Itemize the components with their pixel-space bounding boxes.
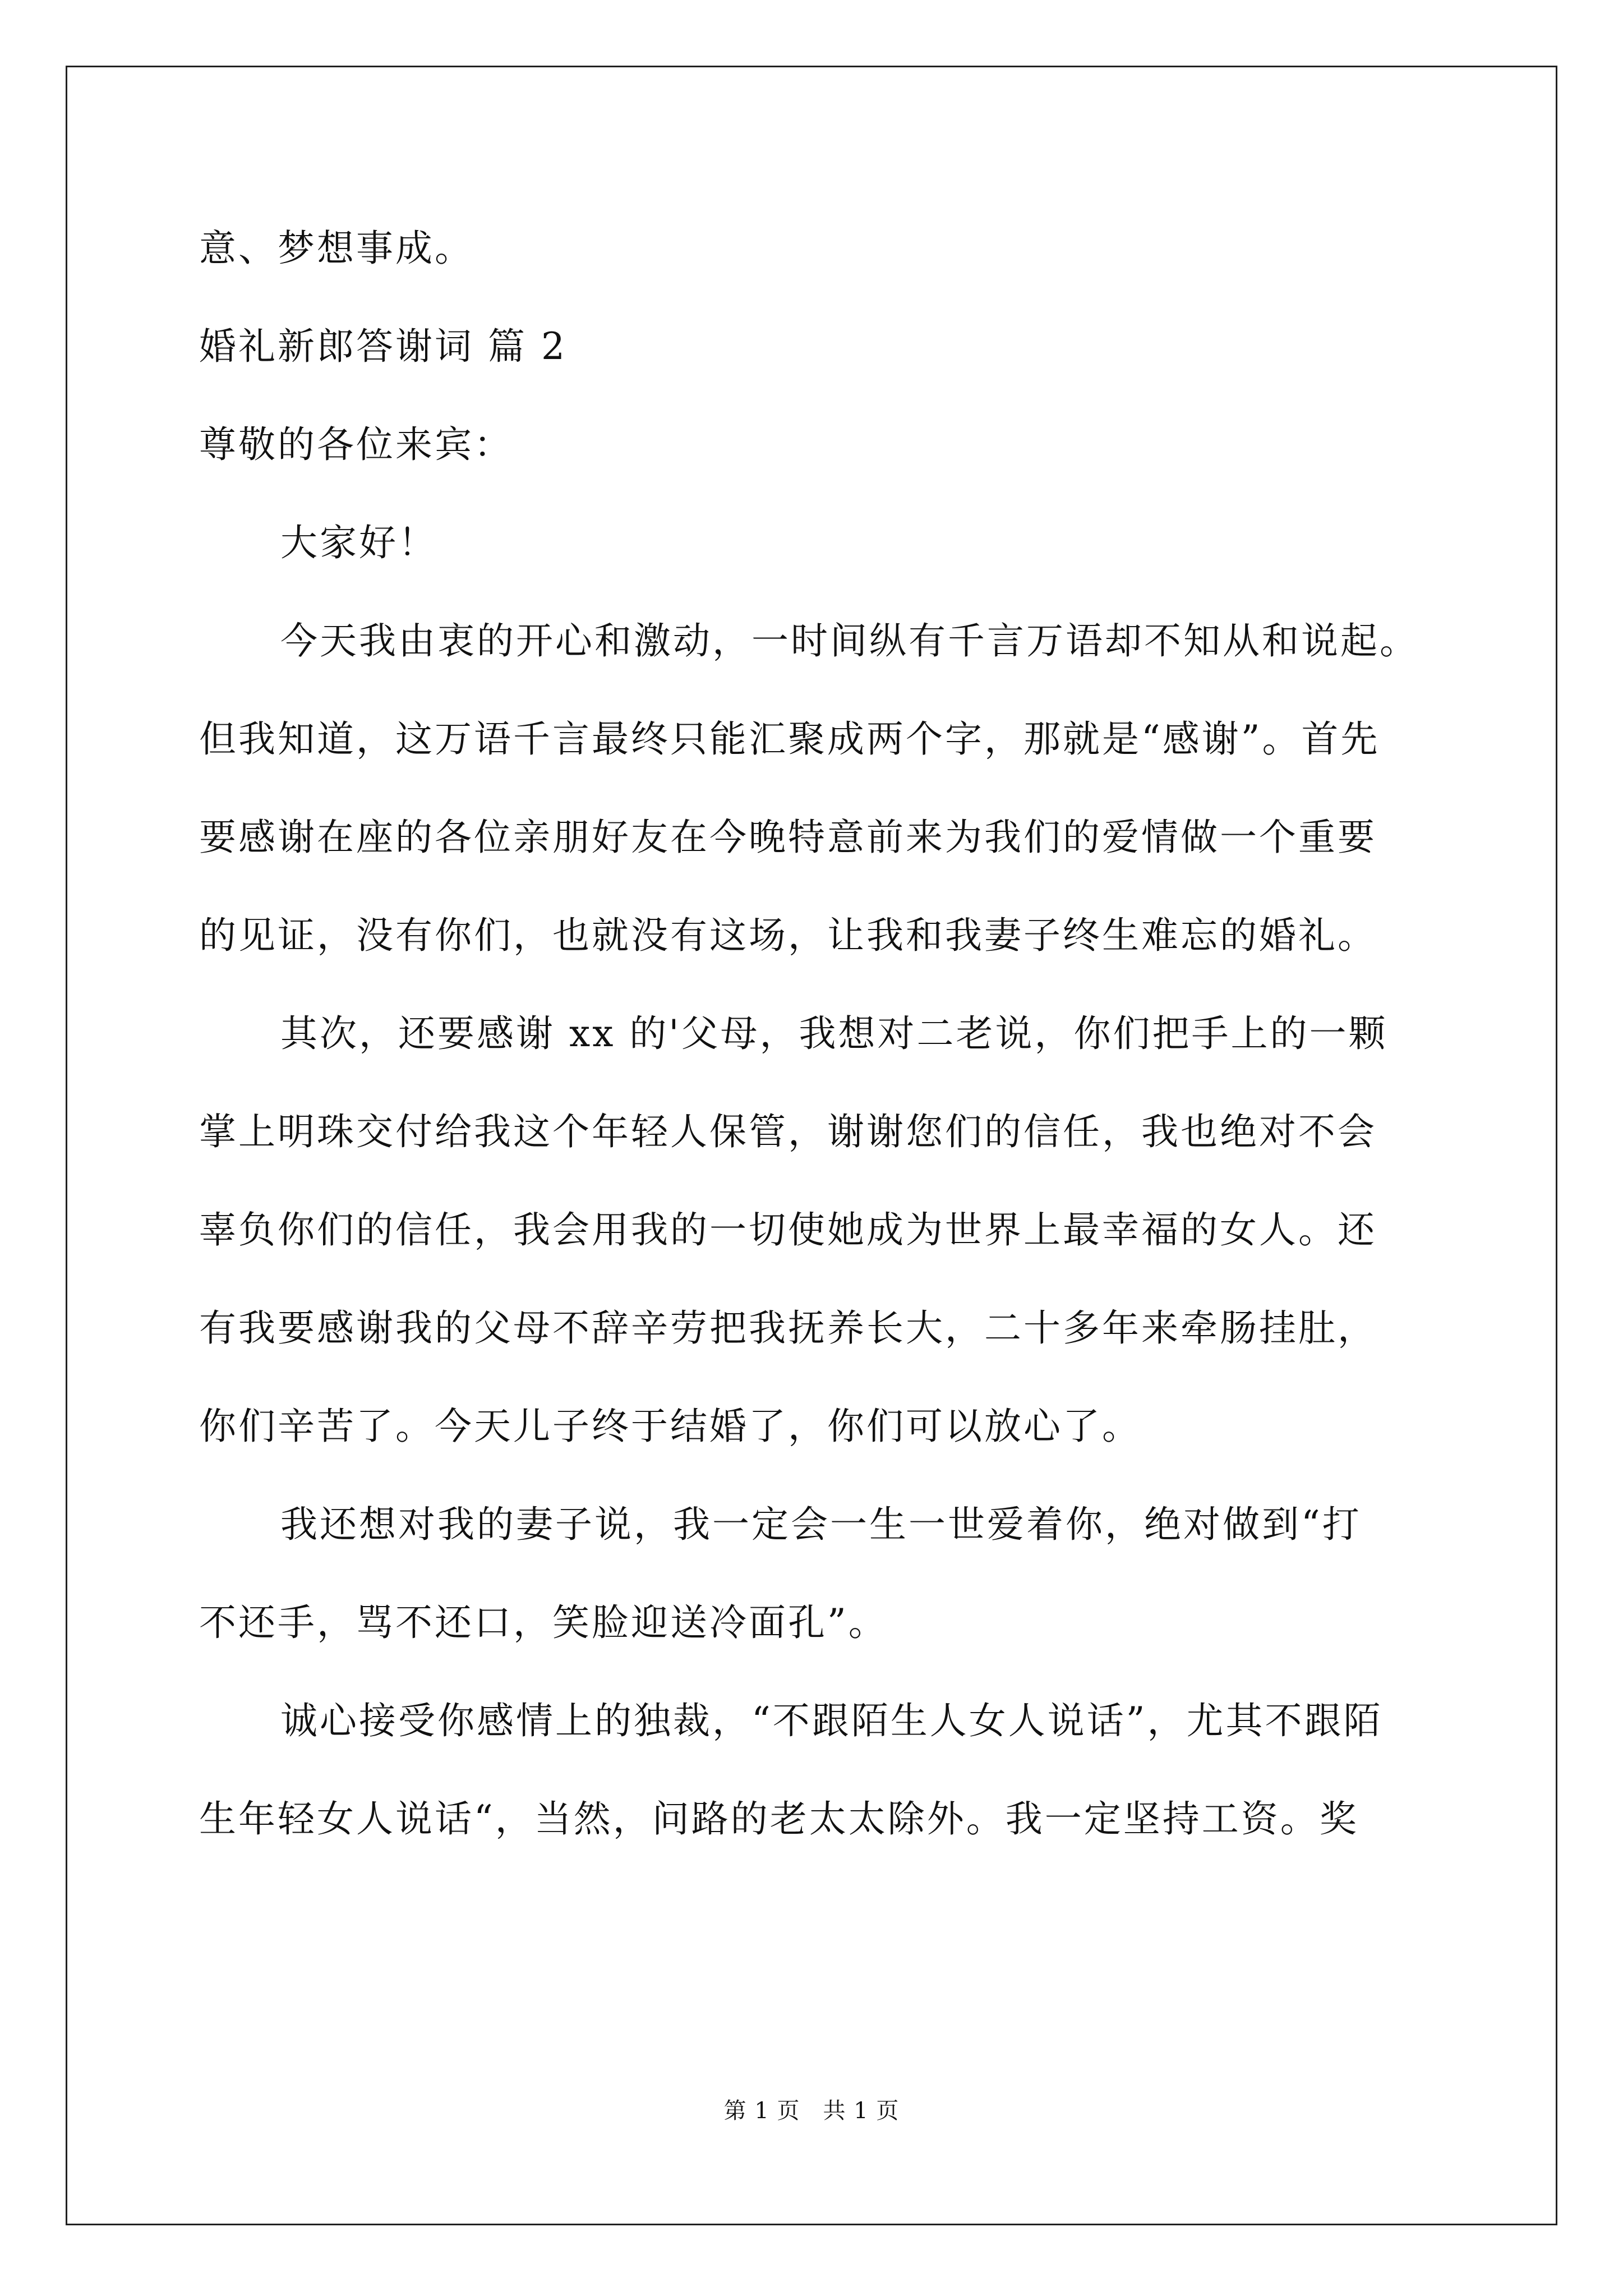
text-line-1: 意、梦想事成。 [199, 227, 474, 270]
section-heading: 婚礼新郎答谢词 篇 2 [199, 325, 567, 368]
text-line-11: 辜负你们的信任，我会用我的一切使她成为世界上最幸福的女人。还 [199, 1208, 1377, 1251]
salutation: 尊敬的各位来宾： [199, 423, 513, 466]
text-line-9: 其次，还要感谢 xx 的'父母，我想对二老说，你们把手上的一颗 [280, 1012, 1388, 1055]
text-line-13: 你们辛苦了。今天儿子终于结婚了，你们可以放心了。 [199, 1405, 1141, 1448]
text-line-17: 生年轻女人说话“，当然，问路的老太太除外。我一定坚持工资。奖 [199, 1797, 1359, 1841]
text-line-5: 今天我由衷的开心和激动，一时间纵有千言万语却不知从和说起。 [280, 619, 1419, 662]
text-line-6: 但我知道，这万语千言最终只能汇聚成两个字，那就是“感谢”。首先 [199, 717, 1380, 761]
text-line-10: 掌上明珠交付给我这个年轻人保管，谢谢您们的信任，我也绝对不会 [199, 1110, 1377, 1153]
text-line-15: 不还手，骂不还口，笑脸迎送冷面孔”。 [199, 1601, 888, 1644]
page-footer: 第 1 页 共 1 页 [723, 2098, 900, 2124]
text-line-8: 的见证，没有你们，也就没有这场，让我和我妻子终生难忘的婚礼。 [199, 914, 1377, 957]
text-line-12: 有我要感谢我的父母不辞辛劳把我抚养长大，二十多年来牵肠挂肚， [199, 1306, 1377, 1350]
text-line-16: 诚心接受你感情上的独裁，“不跟陌生人女人说话”，尤其不跟陌 [280, 1699, 1383, 1742]
text-line-7: 要感谢在座的各位亲朋好友在今晚特意前来为我们的爱情做一个重要 [199, 816, 1377, 859]
greeting: 大家好！ [280, 521, 437, 564]
text-line-14: 我还想对我的妻子说，我一定会一生一世爱着你，绝对做到“打 [280, 1503, 1362, 1546]
